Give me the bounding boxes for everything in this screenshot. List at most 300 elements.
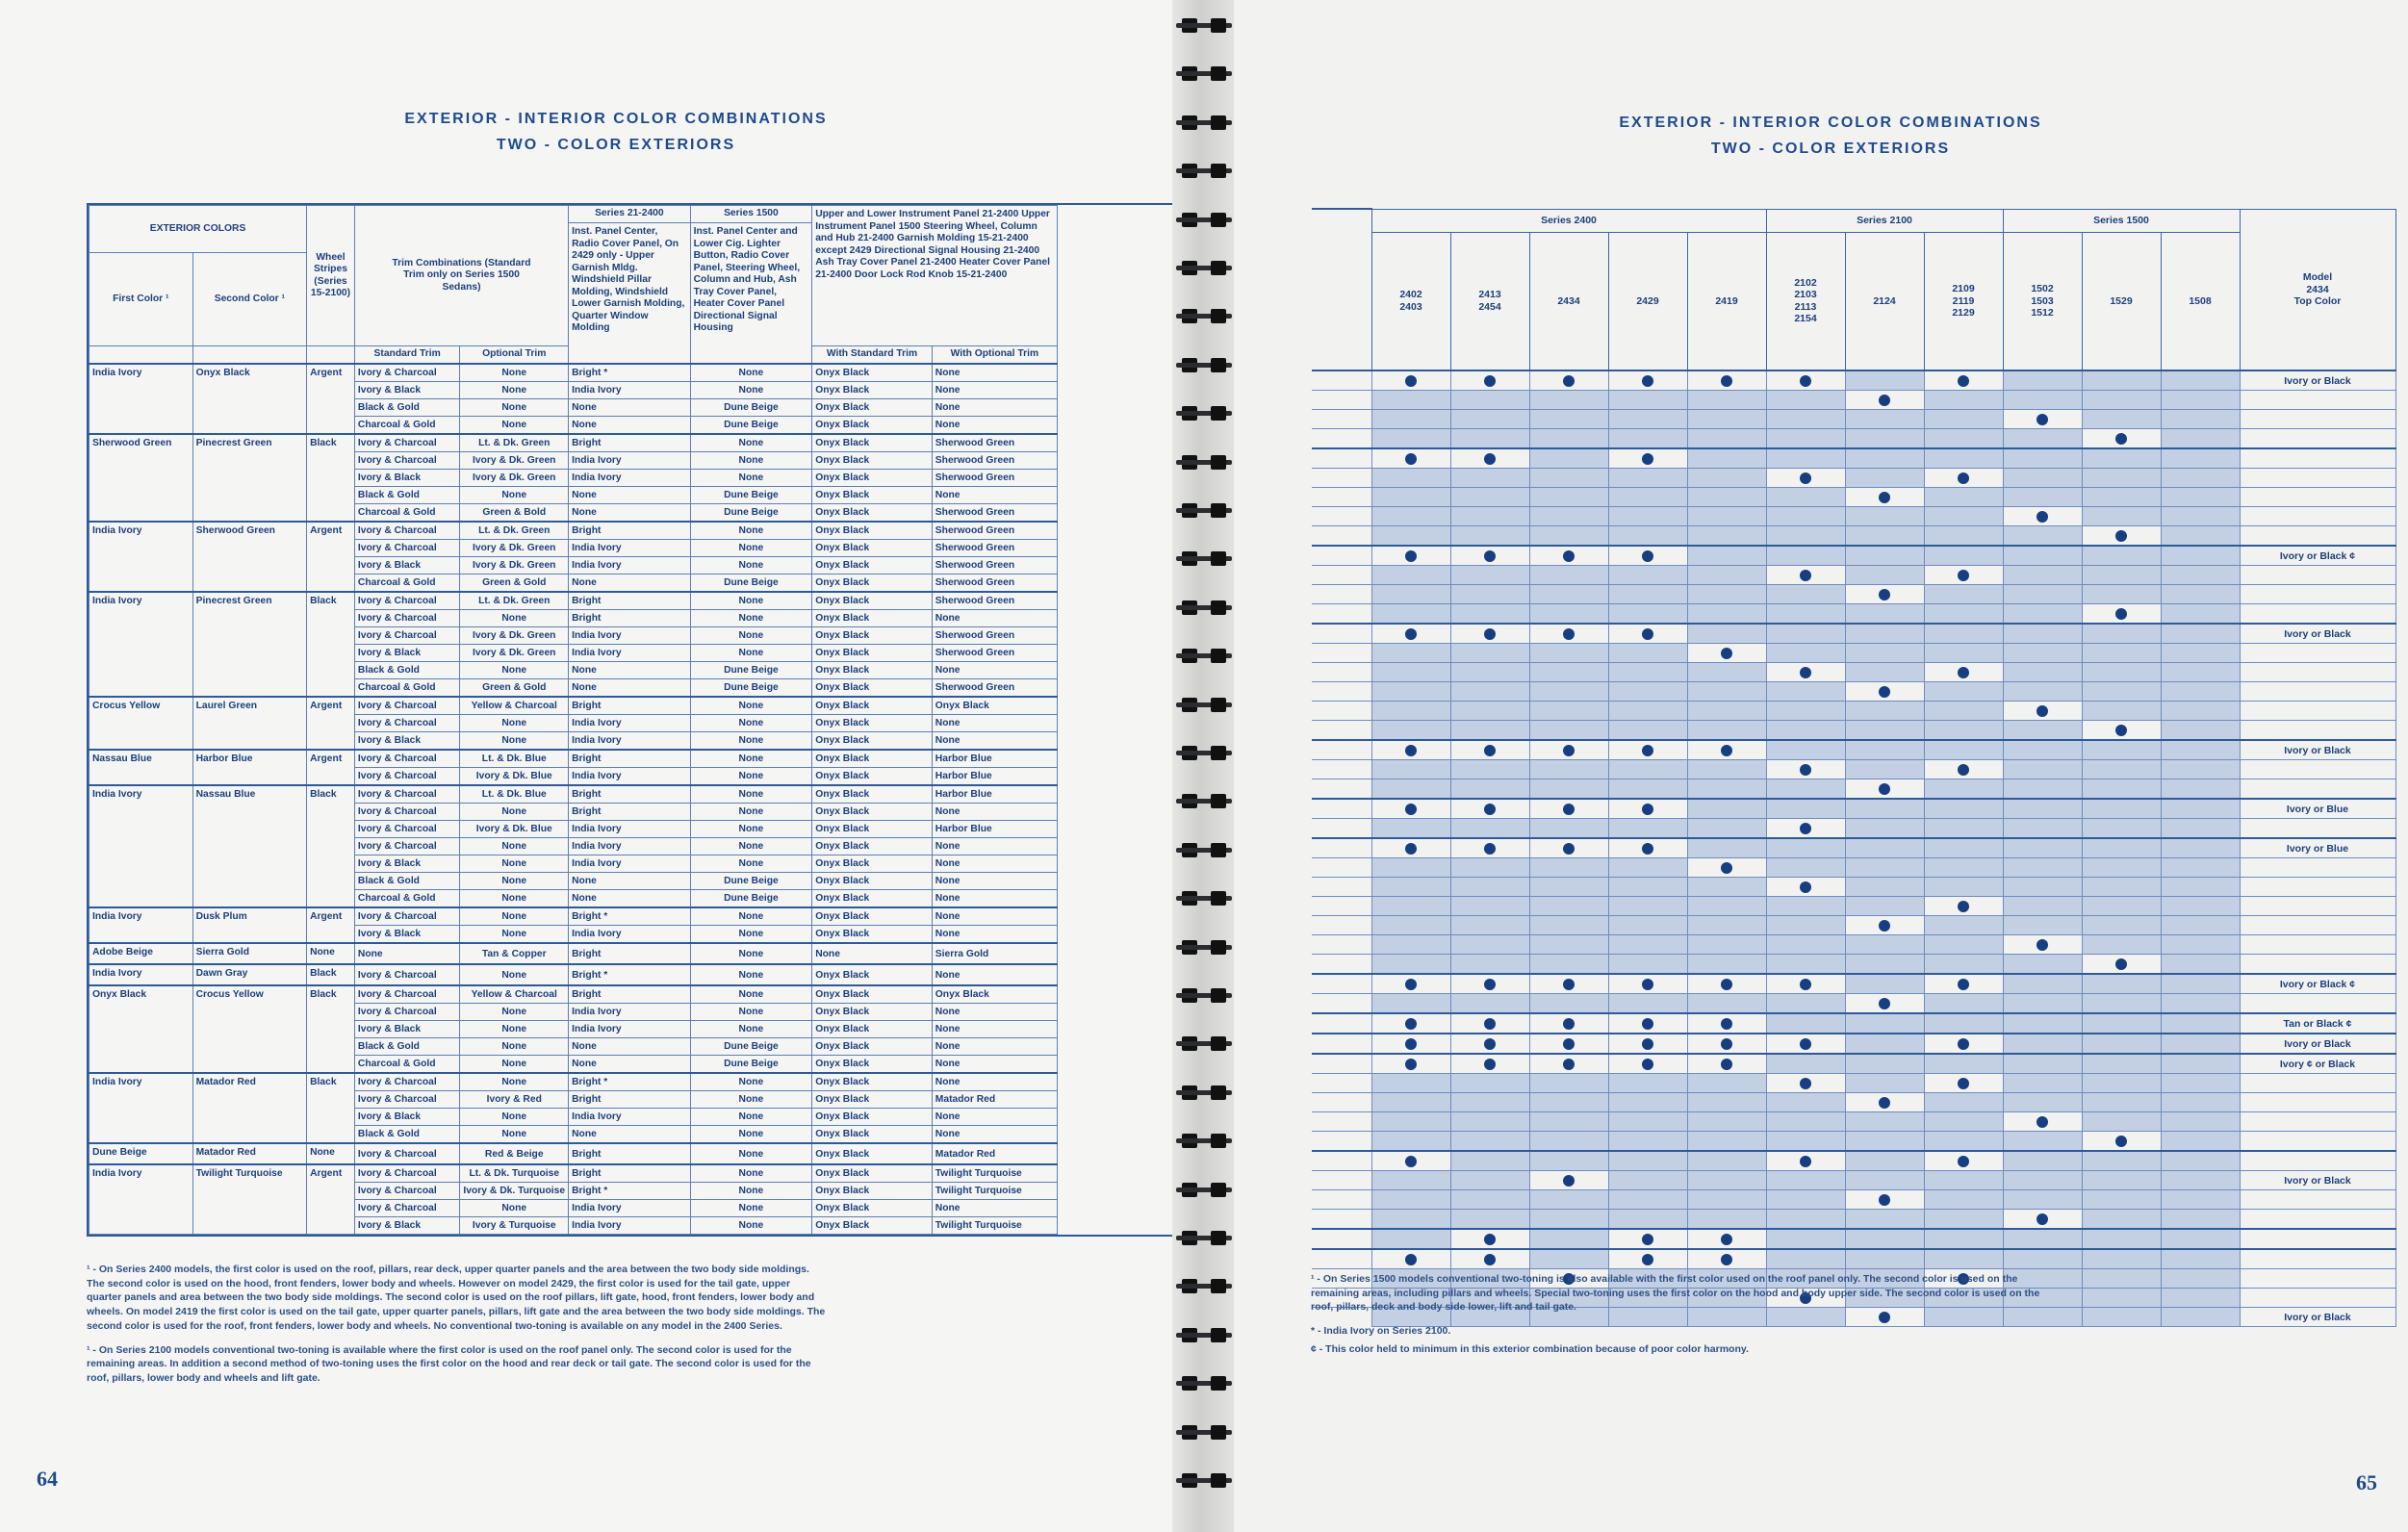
series-2100-header: Series 2100 <box>1766 209 2003 232</box>
availability-dot-icon <box>2115 958 2127 970</box>
wheel-stripe-cell: Argent <box>307 1164 355 1235</box>
availability-dot-icon <box>2037 414 2048 425</box>
inst-panel-cell: India Ivory <box>569 557 691 574</box>
empty-cell <box>1766 546 1845 566</box>
optional-trim-cell: None <box>460 890 569 908</box>
empty-cell <box>2161 1171 2240 1190</box>
with-standard-trim-cell: Onyx Black <box>812 821 933 838</box>
inst-panel-1500-cell: None <box>690 821 812 838</box>
blank-cell <box>1058 504 1174 523</box>
grid-row <box>1312 779 2395 800</box>
availability-dot-icon <box>1405 628 1417 640</box>
grid-row <box>1312 935 2395 955</box>
empty-cell <box>1845 760 1924 779</box>
inst-panel-1500-cell: None <box>690 1073 812 1091</box>
row-lead <box>1312 585 1371 604</box>
optional-trim-cell: None <box>460 399 569 417</box>
with-standard-trim-cell: Onyx Black <box>812 907 933 926</box>
with-standard-trim-cell: None <box>812 943 933 964</box>
with-optional-trim-cell: None <box>932 364 1057 382</box>
second-color-header: Second Color ¹ <box>192 253 307 346</box>
empty-cell <box>1845 1074 1924 1093</box>
empty-cell <box>1608 469 1687 488</box>
table-row <box>90 750 1175 768</box>
availability-cell <box>1845 488 1924 507</box>
availability-cell <box>1924 760 2003 779</box>
empty-cell <box>1924 1190 2003 1210</box>
availability-dot-icon <box>1405 1156 1417 1167</box>
top-color-cell: Ivory or Black <box>2240 740 2395 760</box>
availability-dot-icon <box>1721 1254 1732 1265</box>
empty-cell <box>2003 1054 2082 1074</box>
availability-dot-icon <box>1721 648 1732 659</box>
with-optional-trim-cell: None <box>932 662 1057 679</box>
inst-panel-1500-cell: Dune Beige <box>690 1056 812 1074</box>
top-color-cell: Ivory or Black ¢ <box>2240 546 2395 566</box>
empty-cell <box>2161 1289 2240 1308</box>
empty-cell <box>1529 779 1608 800</box>
blank-cell <box>1058 1109 1174 1126</box>
standard-trim-cell: Ivory & Black <box>354 1021 460 1038</box>
optional-trim-cell: None <box>460 804 569 821</box>
availability-dot-icon <box>1800 764 1811 776</box>
empty-cell <box>1924 799 2003 819</box>
grid-row <box>1312 644 2395 663</box>
blank-cell <box>1058 470 1174 487</box>
availability-cell <box>1766 469 1845 488</box>
top-color-cell: Ivory or Black <box>2240 370 2395 391</box>
with-standard-trim-cell: Onyx Black <box>812 732 933 751</box>
empty-cell <box>1845 1171 1924 1190</box>
empty-cell <box>1766 858 1845 878</box>
empty-cell <box>1845 507 1924 526</box>
availability-cell <box>1845 916 1924 935</box>
availability-cell <box>1371 1013 1450 1034</box>
empty-cell <box>1450 1151 1529 1171</box>
availability-dot-icon <box>1958 1156 1969 1167</box>
empty-cell <box>1450 391 1529 410</box>
inst-panel-cell: Bright <box>569 1164 691 1183</box>
empty-cell <box>1924 1054 2003 1074</box>
availability-cell <box>1450 740 1529 760</box>
binding-ring <box>1176 695 1232 714</box>
availability-cell <box>1687 974 1766 994</box>
inst-panel-1500-cell: Dune Beige <box>690 399 812 417</box>
empty-cell <box>2082 682 2161 702</box>
empty-cell <box>1529 721 1608 741</box>
empty-cell <box>1766 1132 1845 1152</box>
empty-cell <box>1845 546 1924 566</box>
with-standard-trim-cell: Onyx Black <box>812 574 933 593</box>
with-standard-trim-cell: Onyx Black <box>812 522 933 540</box>
availability-dot-icon <box>2037 1116 2048 1128</box>
first-color-cell: Dune Beige <box>90 1143 193 1164</box>
empty-cell <box>1845 721 1924 741</box>
optional-trim-cell: Tan & Copper <box>460 943 569 964</box>
availability-cell <box>1924 663 2003 682</box>
with-standard-trim-cell: Onyx Black <box>812 1126 933 1144</box>
grid-row <box>1312 1112 2395 1132</box>
empty-cell <box>1608 585 1687 604</box>
availability-cell <box>2082 429 2161 449</box>
standard-trim-cell: Ivory & Black <box>354 855 460 873</box>
empty-cell <box>1450 644 1529 663</box>
with-optional-trim-cell: Onyx Black <box>932 697 1057 715</box>
row-lead <box>1312 1093 1371 1112</box>
blank-cell <box>1058 964 1174 985</box>
inst-panel-1500-cell: None <box>690 557 812 574</box>
top-color-cell <box>2240 721 2395 741</box>
empty-cell <box>1450 916 1529 935</box>
left-title-line2: TWO - COLOR EXTERIORS <box>496 137 736 153</box>
availability-dot-icon <box>1405 843 1417 855</box>
empty-cell <box>1924 819 2003 839</box>
with-standard-trim-cell: Onyx Black <box>812 1073 933 1091</box>
inst-panel-cell: India Ivory <box>569 821 691 838</box>
empty-cell <box>1924 1210 2003 1230</box>
grid-row <box>1312 469 2395 488</box>
availability-dot-icon <box>1405 375 1417 387</box>
empty-cell <box>1371 760 1450 779</box>
empty-cell <box>1924 488 2003 507</box>
upper-lower-panel-header: Upper and Lower Instrument Panel 21-2400 Upper Instrument Panel 1500 Steering Wheel, Column and Hub 21-2400 Garnish Molding 15-21-2400 except 2429 Directional Signal Housing 21-2400 Ash Tray Cover Panel 21-2400 Heater Cover Panel 21-2400 Door Lock Rod Knob 15-21-2400 <box>812 206 1058 346</box>
wheel-stripe-cell: Argent <box>307 697 355 750</box>
inst-panel-cell: Bright <box>569 1091 691 1109</box>
empty-cell <box>1924 526 2003 547</box>
grid-row <box>1312 1171 2395 1190</box>
optional-trim-cell: None <box>460 382 569 399</box>
grid-row <box>1312 566 2395 585</box>
model-column-header: 2102 2103 2113 2154 <box>1766 232 1845 370</box>
with-optional-trim-cell: None <box>932 890 1057 908</box>
empty-cell <box>2161 702 2240 721</box>
inst-panel-1500-cell: None <box>690 434 812 452</box>
availability-cell <box>1529 740 1608 760</box>
empty-cell <box>1608 1093 1687 1112</box>
empty-cell <box>2082 779 2161 800</box>
empty-cell <box>2003 779 2082 800</box>
inst-panel-1500-cell: None <box>690 1143 812 1164</box>
optional-trim-cell: None <box>460 926 569 944</box>
blank-cell <box>1058 1004 1174 1021</box>
empty-cell <box>1766 644 1845 663</box>
binding-ring <box>1176 1325 1232 1344</box>
footnote: ¹ - On Series 2100 models conventional two-toning is available where the first color is used on the roof panel only. The second color is used for the remaining areas. In addition a second method of two-toning uses the first color on the hood and rear deck or tail gate. The second color is used for the roof, pillars, lower body and wheels and lift gate. <box>87 1343 811 1384</box>
with-optional-trim-cell: None <box>932 610 1057 627</box>
wheel-stripe-cell: Argent <box>307 364 355 434</box>
left-title <box>289 106 943 158</box>
grid-row <box>1312 1034 2395 1054</box>
empty-cell <box>1924 1171 2003 1190</box>
empty-cell <box>1766 897 1845 916</box>
empty-cell <box>2082 994 2161 1014</box>
availability-dot-icon <box>1879 1097 1890 1109</box>
blank-cell <box>1058 804 1174 821</box>
binding-ring <box>1176 888 1232 907</box>
availability-dot-icon <box>1721 862 1732 874</box>
empty-cell <box>2003 878 2082 897</box>
empty-cell <box>2003 370 2082 391</box>
row-lead <box>1312 1013 1371 1034</box>
empty-cell <box>1450 779 1529 800</box>
availability-cell <box>1450 448 1529 469</box>
availability-cell <box>2082 955 2161 975</box>
grid-row <box>1312 721 2395 741</box>
empty-cell <box>1924 1249 2003 1269</box>
row-lead <box>1312 974 1371 994</box>
empty-cell <box>2082 1269 2161 1289</box>
inst-panel-cell: India Ivory <box>569 540 691 557</box>
binding-ring <box>1176 355 1232 374</box>
availability-cell <box>1608 740 1687 760</box>
availability-cell <box>1450 799 1529 819</box>
row-lead <box>1312 566 1371 585</box>
binding-ring <box>1176 549 1232 568</box>
binding-spine <box>1172 0 1234 1532</box>
table-row <box>90 697 1175 715</box>
inst-panel-cell: None <box>569 679 691 698</box>
empty-cell <box>1845 566 1924 585</box>
empty-cell <box>2161 1249 2240 1269</box>
inst-panel-cell: India Ivory <box>569 1200 691 1217</box>
first-color-cell: Crocus Yellow <box>90 697 193 750</box>
empty-cell <box>1766 916 1845 935</box>
grid-row <box>1312 507 2395 526</box>
empty-cell <box>1371 897 1450 916</box>
with-standard-trim-cell: Onyx Black <box>812 715 933 732</box>
availability-cell <box>1371 1034 1450 1054</box>
with-standard-trim-cell: Onyx Black <box>812 382 933 399</box>
empty-cell <box>2003 838 2082 858</box>
blank-sub <box>90 346 193 365</box>
empty-cell <box>1845 604 1924 625</box>
availability-dot-icon <box>1642 745 1653 756</box>
standard-trim-cell: Ivory & Charcoal <box>354 821 460 838</box>
first-color-cell: India Ivory <box>90 522 193 592</box>
empty-cell <box>1766 507 1845 526</box>
empty-cell <box>1766 429 1845 449</box>
empty-cell <box>1371 955 1450 975</box>
grid-row <box>1312 858 2395 878</box>
empty-cell <box>1450 429 1529 449</box>
empty-cell <box>2003 391 2082 410</box>
with-standard-trim-cell: Onyx Black <box>812 838 933 855</box>
empty-cell <box>2161 1112 2240 1132</box>
optional-trim-cell: None <box>460 1021 569 1038</box>
empty-cell <box>1687 663 1766 682</box>
availability-dot-icon <box>2037 939 2048 951</box>
first-color-cell: Nassau Blue <box>90 750 193 785</box>
page-number: 64 <box>37 1467 58 1491</box>
with-standard-trim-cell: Onyx Black <box>812 504 933 523</box>
second-color-cell: Laurel Green <box>192 697 307 750</box>
with-optional-trim-cell: None <box>932 926 1057 944</box>
empty-cell <box>1450 469 1529 488</box>
row-lead <box>1312 682 1371 702</box>
model-column-header: 1529 <box>2082 232 2161 370</box>
empty-cell <box>1529 916 1608 935</box>
availability-dot-icon <box>1563 745 1575 756</box>
first-color-cell: India Ivory <box>90 1073 193 1143</box>
empty-cell <box>1608 721 1687 741</box>
empty-cell <box>2161 1210 2240 1230</box>
availability-cell <box>1450 370 1529 391</box>
inst-panel-cell: Bright <box>569 985 691 1004</box>
empty-cell <box>1450 935 1529 955</box>
blank-cell <box>1058 1126 1174 1144</box>
empty-cell <box>1371 721 1450 741</box>
empty-cell <box>1766 391 1845 410</box>
page-number: 65 <box>2356 1470 2377 1494</box>
empty-cell <box>2082 1229 2161 1249</box>
row-lead <box>1312 469 1371 488</box>
row-lead <box>1312 604 1371 625</box>
empty-cell <box>2003 1034 2082 1054</box>
empty-cell <box>2082 838 2161 858</box>
empty-cell <box>2161 391 2240 410</box>
blank-cell <box>1058 768 1174 786</box>
binding-ring <box>1176 500 1232 520</box>
wheel-stripes-header: Wheel Stripes (Series 15-2100) <box>307 206 355 346</box>
right-title <box>1503 110 2158 162</box>
inst-panel-1500-cell: Dune Beige <box>690 487 812 504</box>
empty-cell <box>1608 526 1687 547</box>
grid-row <box>1312 955 2395 975</box>
series-2400-header: Series 2400 <box>1371 209 1766 232</box>
availability-dot-icon <box>1958 764 1969 776</box>
optional-trim-cell: None <box>460 715 569 732</box>
inst-panel-1500-cell: None <box>690 1183 812 1200</box>
empty-cell <box>2161 644 2240 663</box>
binding-ring <box>1176 403 1232 422</box>
second-color-cell: Crocus Yellow <box>192 985 307 1073</box>
with-standard-trim-header: With Standard Trim <box>812 346 933 365</box>
inst-panel-1500-cell: None <box>690 732 812 751</box>
availability-cell <box>1371 546 1450 566</box>
inst-panel-1500-cell: Dune Beige <box>690 1038 812 1056</box>
blank-cell <box>1058 557 1174 574</box>
empty-cell <box>1450 566 1529 585</box>
empty-cell <box>2082 1249 2161 1269</box>
top-color-cell <box>2240 644 2395 663</box>
availability-cell <box>1371 974 1450 994</box>
table-row <box>90 964 1175 985</box>
standard-trim-cell: Ivory & Black <box>354 645 460 662</box>
availability-dot-icon <box>1800 472 1811 484</box>
row-lead <box>1312 624 1371 644</box>
empty-cell <box>1529 507 1608 526</box>
empty-cell <box>1924 916 2003 935</box>
empty-cell <box>1687 1112 1766 1132</box>
empty-cell <box>2082 819 2161 839</box>
standard-trim-cell: Ivory & Charcoal <box>354 592 460 610</box>
grid-row <box>1312 663 2395 682</box>
top-color-cell <box>2240 663 2395 682</box>
availability-dot-icon <box>1642 628 1653 640</box>
empty-cell <box>2082 391 2161 410</box>
empty-cell <box>1845 819 1924 839</box>
empty-cell <box>1371 1112 1450 1132</box>
availability-cell <box>1766 1074 1845 1093</box>
empty-cell <box>1608 1171 1687 1190</box>
availability-dot-icon <box>1405 1038 1417 1050</box>
blank-header <box>1312 232 1371 370</box>
inst-panel-cell: India Ivory <box>569 470 691 487</box>
empty-cell <box>1845 1034 1924 1054</box>
row-lead <box>1312 994 1371 1014</box>
model-column-header: 2124 <box>1845 232 1924 370</box>
empty-cell <box>2082 1093 2161 1112</box>
blank-cell <box>1058 697 1174 715</box>
availability-dot-icon <box>1642 1018 1653 1030</box>
row-lead <box>1312 410 1371 429</box>
top-color-cell <box>2240 897 2395 916</box>
availability-dot-icon <box>1879 686 1890 698</box>
availability-dot-icon <box>2115 1136 2127 1147</box>
empty-cell <box>1766 1229 1845 1249</box>
empty-cell <box>2161 955 2240 975</box>
with-standard-trim-cell: Onyx Black <box>812 434 933 452</box>
optional-trim-cell: Red & Beige <box>460 1143 569 1164</box>
inst-panel-1500-cell: None <box>690 804 812 821</box>
availability-dot-icon <box>2115 725 2127 736</box>
empty-cell <box>1845 799 1924 819</box>
empty-cell <box>1371 779 1450 800</box>
top-color-cell <box>2240 1210 2395 1230</box>
first-color-cell: India Ivory <box>90 785 193 907</box>
empty-cell <box>1608 410 1687 429</box>
empty-cell <box>1845 644 1924 663</box>
empty-cell <box>1687 391 1766 410</box>
table-row <box>90 907 1175 926</box>
empty-cell <box>1766 585 1845 604</box>
standard-trim-cell: Ivory & Charcoal <box>354 838 460 855</box>
top-color-cell <box>2240 858 2395 878</box>
blank-cell <box>1058 890 1174 908</box>
empty-cell <box>1924 1013 2003 1034</box>
empty-cell <box>1371 469 1450 488</box>
with-optional-trim-cell: Sherwood Green <box>932 470 1057 487</box>
inst-panel-cell: None <box>569 399 691 417</box>
inst-panel-1500-cell: None <box>690 645 812 662</box>
row-lead <box>1312 858 1371 878</box>
empty-cell <box>2161 1054 2240 1074</box>
grid-row <box>1312 370 2395 391</box>
top-color-cell <box>2240 507 2395 526</box>
second-color-cell: Sierra Gold <box>192 943 307 964</box>
standard-trim-cell: Charcoal & Gold <box>354 890 460 908</box>
availability-dot-icon <box>1563 979 1575 990</box>
availability-cell <box>1608 370 1687 391</box>
row-lead <box>1312 1132 1371 1152</box>
second-color-cell: Sherwood Green <box>192 522 307 592</box>
empty-cell <box>2161 469 2240 488</box>
row-lead <box>1312 1249 1371 1269</box>
top-color-cell: Ivory ¢ or Black <box>2240 1054 2395 1074</box>
empty-cell <box>2003 974 2082 994</box>
availability-dot-icon <box>1642 375 1653 387</box>
empty-cell <box>1687 702 1766 721</box>
blank-cell <box>1058 1164 1174 1183</box>
empty-cell <box>1529 702 1608 721</box>
blank-cell <box>1058 855 1174 873</box>
grid-row <box>1312 1229 2395 1249</box>
standard-trim-cell: Charcoal & Gold <box>354 417 460 435</box>
empty-cell <box>2161 370 2240 391</box>
with-standard-trim-cell: Onyx Black <box>812 768 933 786</box>
availability-dot-icon <box>1642 453 1653 465</box>
top-color-cell <box>2240 1074 2395 1093</box>
